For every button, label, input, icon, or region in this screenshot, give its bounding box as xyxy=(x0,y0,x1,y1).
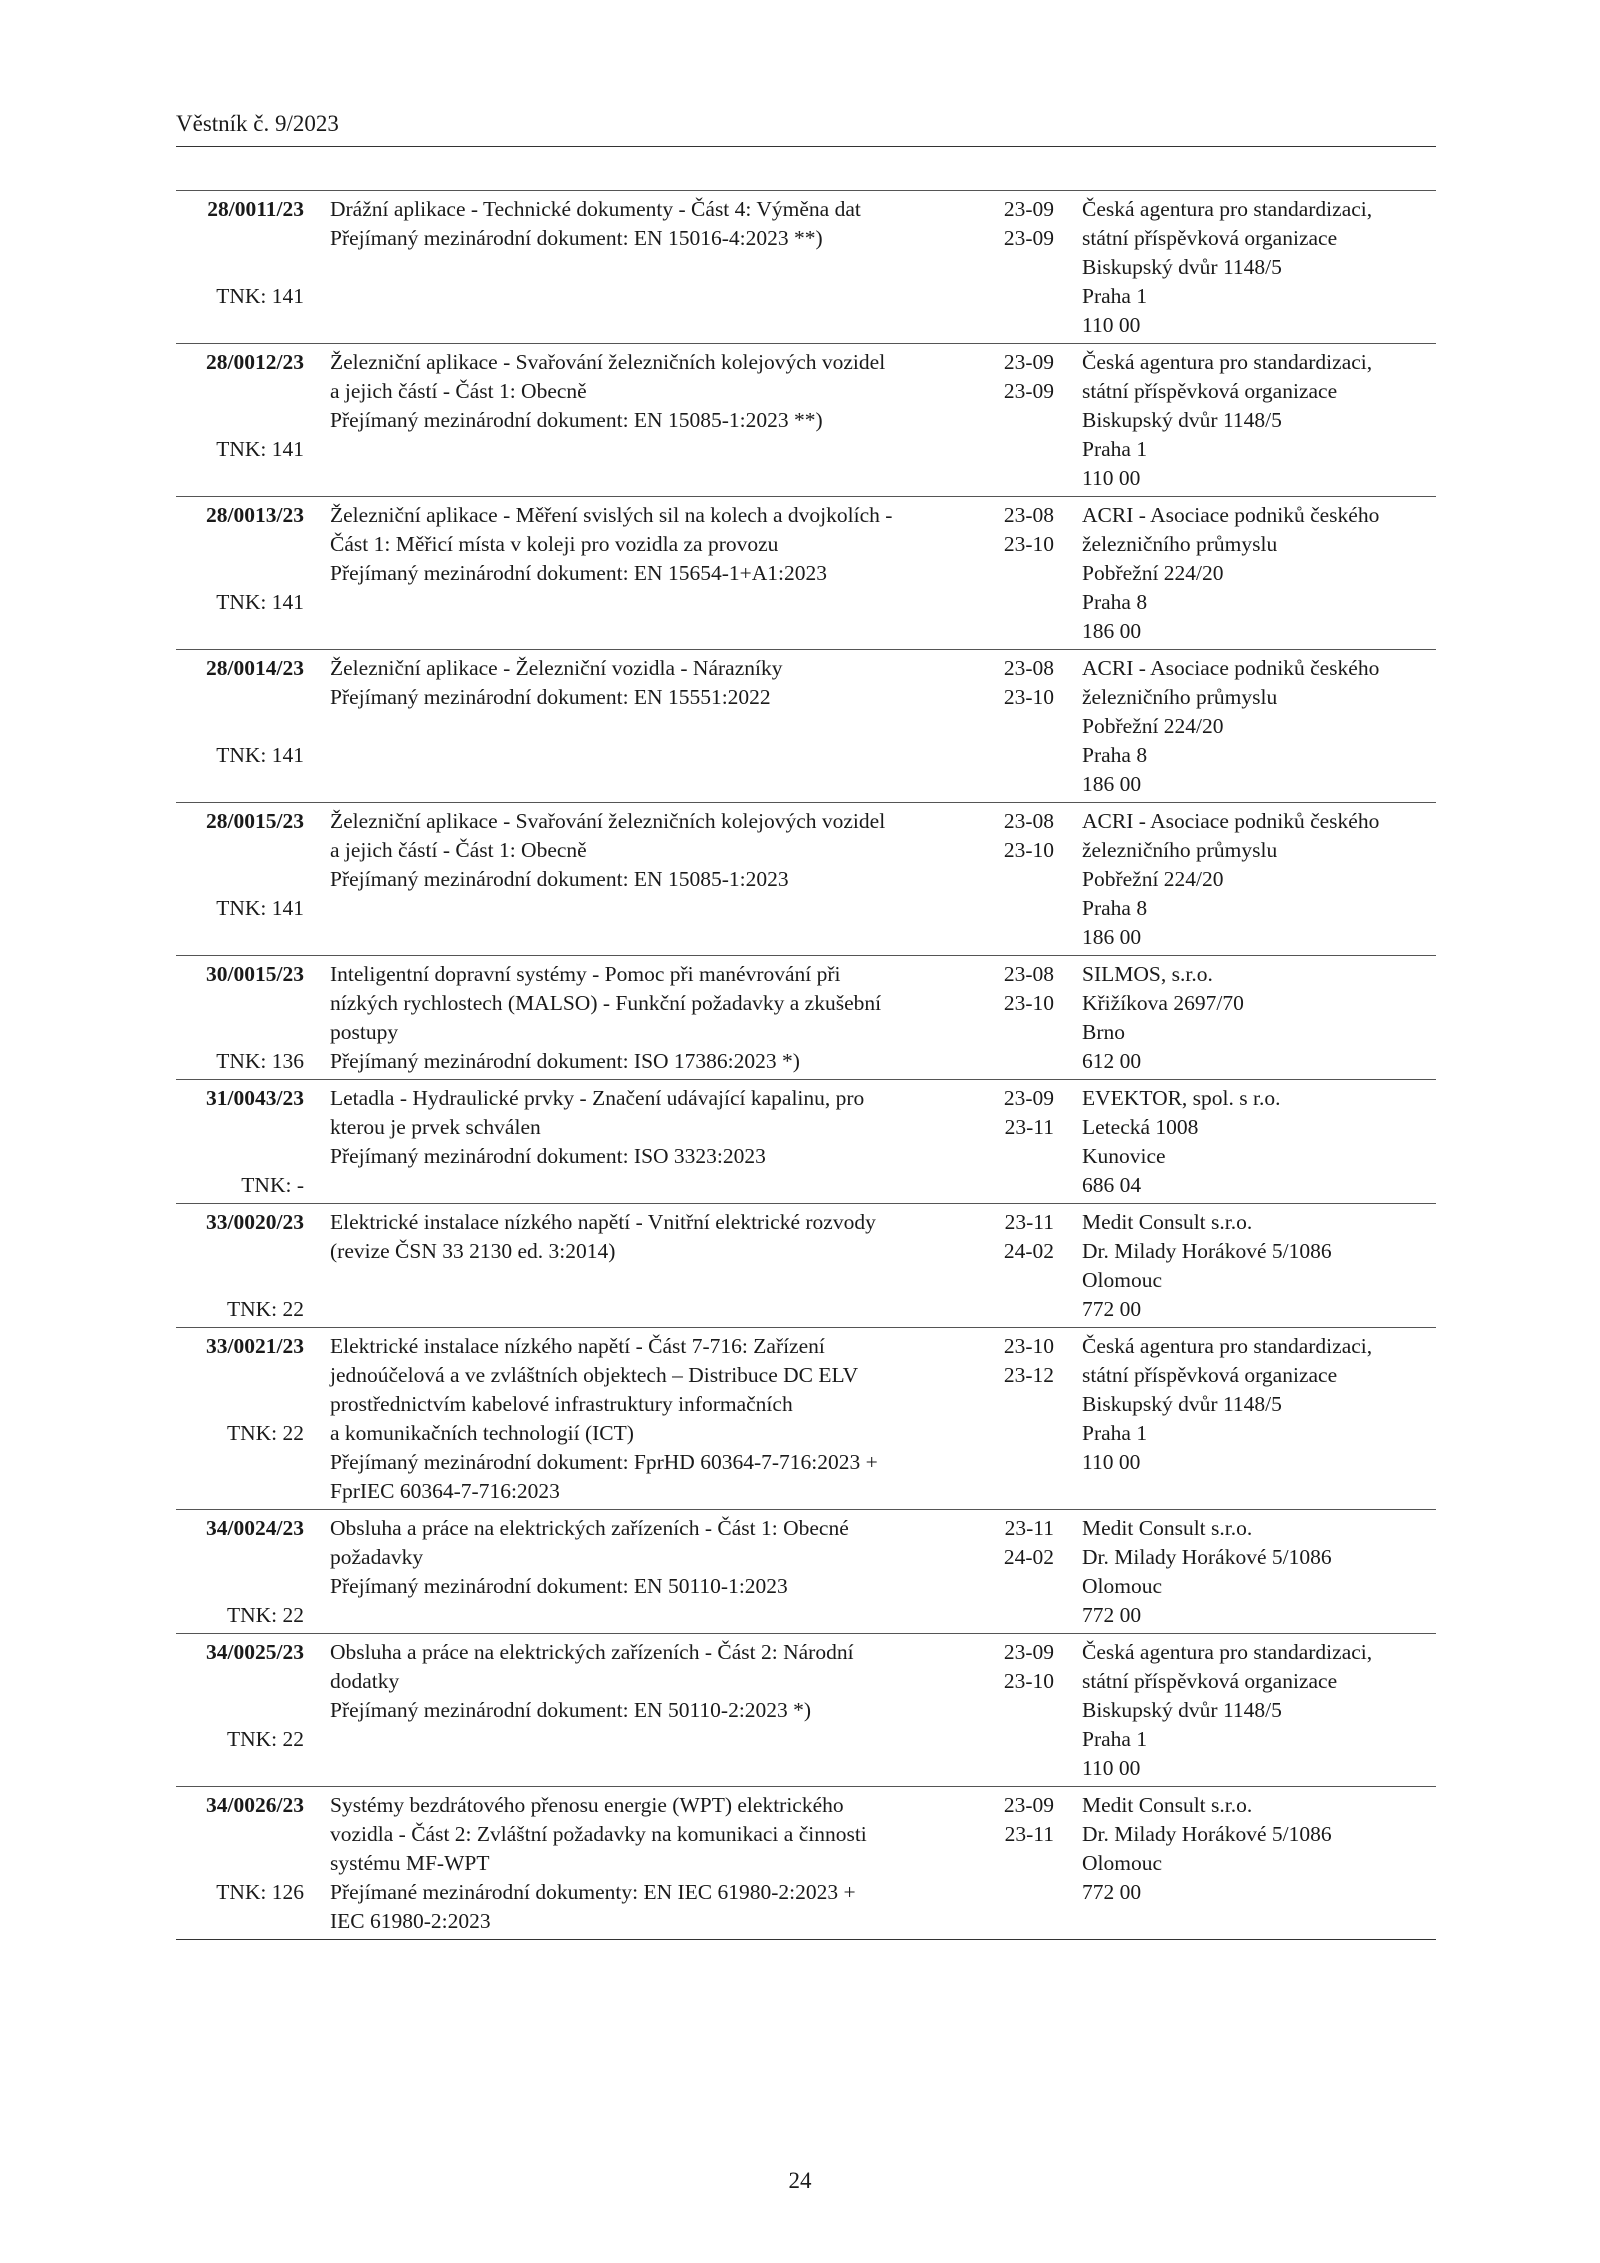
organization-line: Česká agentura pro standardizaci, xyxy=(1082,1334,1373,1358)
record-tnk: TNK: 22 xyxy=(226,1297,304,1321)
organization-line: 110 00 xyxy=(1082,1756,1141,1780)
organization-line: Dr. Milady Horákové 5/1086 xyxy=(1082,1822,1332,1846)
organization-line: státní příspěvková organizace xyxy=(1082,1363,1338,1387)
record-dates xyxy=(964,654,1054,799)
record-organization xyxy=(1054,1638,1436,1783)
records-table xyxy=(176,190,1436,1940)
date-value: 23-10 xyxy=(1003,1334,1054,1358)
organization-line: 686 04 xyxy=(1082,1173,1142,1197)
page-number: 24 xyxy=(788,2168,812,2193)
record-organization xyxy=(1054,654,1436,799)
description-line: Přejímaný mezinárodní dokument: EN 15551:2022 xyxy=(330,685,771,709)
organization-line: 772 00 xyxy=(1082,1880,1142,1904)
organization-line: Kunovice xyxy=(1082,1144,1166,1168)
record-code: 28/0014/23 xyxy=(206,656,304,680)
organization-line: ACRI - Asociace podniků českého xyxy=(1082,809,1380,833)
organization-line: Medit Consult s.r.o. xyxy=(1082,1793,1253,1817)
record-tnk: TNK: 22 xyxy=(226,1421,304,1445)
table-row xyxy=(176,343,1436,496)
organization-line: Dr. Milady Horákové 5/1086 xyxy=(1082,1545,1332,1569)
organization-line: Pobřežní 224/20 xyxy=(1082,561,1224,585)
organization-line: Praha 8 xyxy=(1082,743,1148,767)
table-row xyxy=(176,1633,1436,1786)
organization-line: Česká agentura pro standardizaci, xyxy=(1082,197,1373,221)
date-value: 23-10 xyxy=(1003,1669,1054,1693)
record-dates xyxy=(964,1514,1054,1630)
organization-line: Medit Consult s.r.o. xyxy=(1082,1516,1253,1540)
date-value: 23-11 xyxy=(1004,1822,1054,1846)
organization-line: ACRI - Asociace podniků českého xyxy=(1082,503,1380,527)
description-line: (revize ČSN 33 2130 ed. 3:2014) xyxy=(330,1239,616,1263)
date-value: 23-09 xyxy=(1003,1086,1054,1110)
date-value: 23-08 xyxy=(1003,962,1054,986)
record-description xyxy=(304,1638,964,1783)
organization-line: 772 00 xyxy=(1082,1297,1142,1321)
record-dates xyxy=(964,807,1054,952)
record-id-cell xyxy=(176,195,304,340)
description-line: Přejímaný mezinárodní dokument: EN 50110-2:2023 *) xyxy=(330,1698,812,1722)
description-line: Přejímaný mezinárodní dokument: EN 15016-4:2023 **) xyxy=(330,226,823,250)
record-tnk: TNK: - xyxy=(241,1173,304,1197)
organization-line: Praha 1 xyxy=(1082,284,1148,308)
date-value: 23-09 xyxy=(1003,379,1054,403)
description-line: prostřednictvím kabelové infrastruktury informačních xyxy=(330,1392,793,1416)
record-tnk: TNK: 22 xyxy=(226,1727,304,1751)
record-dates xyxy=(964,501,1054,646)
record-id-cell xyxy=(176,1332,304,1506)
record-organization xyxy=(1054,195,1436,340)
description-line: dodatky xyxy=(330,1669,400,1693)
organization-line: Olomouc xyxy=(1082,1851,1163,1875)
record-code: 33/0021/23 xyxy=(206,1334,304,1358)
table-row xyxy=(176,649,1436,802)
table-row xyxy=(176,1203,1436,1327)
organization-line: Česká agentura pro standardizaci, xyxy=(1082,1640,1373,1664)
date-value: 23-11 xyxy=(1004,1210,1054,1234)
organization-line: Olomouc xyxy=(1082,1268,1163,1292)
date-value: 23-09 xyxy=(1003,350,1054,374)
description-line: systému MF-WPT xyxy=(330,1851,490,1875)
table-row xyxy=(176,496,1436,649)
table-row xyxy=(176,1786,1436,1939)
date-value: 23-09 xyxy=(1003,1793,1054,1817)
date-value: 24-02 xyxy=(1003,1545,1054,1569)
organization-line: Olomouc xyxy=(1082,1574,1163,1598)
record-code: 30/0015/23 xyxy=(206,962,304,986)
date-value: 24-02 xyxy=(1003,1239,1054,1263)
description-line: nízkých rychlostech (MALSO) - Funkční požadavky a zkušební xyxy=(330,991,882,1015)
record-description xyxy=(304,1208,964,1324)
record-code: 33/0020/23 xyxy=(206,1210,304,1234)
organization-line: 110 00 xyxy=(1082,466,1141,490)
journal-title: Věstník č. 9/2023 xyxy=(176,111,339,136)
record-id-cell xyxy=(176,348,304,493)
organization-line: Křižíkova 2697/70 xyxy=(1082,991,1244,1015)
organization-line: Biskupský dvůr 1148/5 xyxy=(1082,255,1282,279)
organization-line: Medit Consult s.r.o. xyxy=(1082,1210,1253,1234)
organization-line: Praha 1 xyxy=(1082,437,1148,461)
record-organization xyxy=(1054,501,1436,646)
organization-line: 772 00 xyxy=(1082,1603,1142,1627)
date-value: 23-10 xyxy=(1003,838,1054,862)
record-code: 34/0025/23 xyxy=(206,1640,304,1664)
record-description xyxy=(304,501,964,646)
date-value: 23-08 xyxy=(1003,656,1054,680)
record-id-cell xyxy=(176,807,304,952)
record-organization xyxy=(1054,1514,1436,1630)
record-dates xyxy=(964,1638,1054,1783)
record-organization xyxy=(1054,960,1436,1076)
record-code: 34/0026/23 xyxy=(206,1793,304,1817)
record-description xyxy=(304,1791,964,1936)
record-code: 28/0013/23 xyxy=(206,503,304,527)
record-organization xyxy=(1054,807,1436,952)
description-line: Železniční aplikace - Železniční vozidla - Nárazníky xyxy=(330,656,783,680)
organization-line: Pobřežní 224/20 xyxy=(1082,714,1224,738)
description-line: Přejímaný mezinárodní dokument: ISO 3323:2023 xyxy=(330,1144,766,1168)
organization-line: 110 00 xyxy=(1082,313,1141,337)
description-line: Železniční aplikace - Svařování železničních kolejových vozidel xyxy=(330,809,886,833)
record-id-cell xyxy=(176,1791,304,1936)
date-value: 23-08 xyxy=(1003,809,1054,833)
date-value: 23-09 xyxy=(1003,226,1054,250)
organization-line: Brno xyxy=(1082,1020,1125,1044)
organization-line: ACRI - Asociace podniků českého xyxy=(1082,656,1380,680)
description-line: Přejímaný mezinárodní dokument: ISO 17386:2023 *) xyxy=(330,1049,800,1073)
record-description xyxy=(304,807,964,952)
description-line: a jejich částí - Část 1: Obecně xyxy=(330,379,587,403)
organization-line: státní příspěvková organizace xyxy=(1082,379,1338,403)
organization-line: Praha 8 xyxy=(1082,896,1148,920)
record-description xyxy=(304,654,964,799)
record-id-cell xyxy=(176,1208,304,1324)
organization-line: 612 00 xyxy=(1082,1049,1142,1073)
description-line: Přejímané mezinárodní dokumenty: EN IEC 61980-2:2023 + xyxy=(330,1880,856,1904)
organization-line: 186 00 xyxy=(1082,925,1142,949)
description-line: Inteligentní dopravní systémy - Pomoc při manévrování při xyxy=(330,962,841,986)
description-line: Letadla - Hydraulické prvky - Značení udávající kapalinu, pro xyxy=(330,1086,865,1110)
record-id-cell xyxy=(176,654,304,799)
description-line: IEC 61980-2:2023 xyxy=(330,1909,491,1933)
description-line: Část 1: Měřicí místa v koleji pro vozidla za provozu xyxy=(330,532,779,556)
date-value: 23-10 xyxy=(1003,532,1054,556)
organization-line: Dr. Milady Horákové 5/1086 xyxy=(1082,1239,1332,1263)
description-line: Obsluha a práce na elektrických zařízeních - Část 1: Obecné xyxy=(330,1516,849,1540)
table-row xyxy=(176,1079,1436,1203)
record-dates xyxy=(964,348,1054,493)
organization-line: EVEKTOR, spol. s r.o. xyxy=(1082,1086,1281,1110)
record-id-cell xyxy=(176,1638,304,1783)
record-organization xyxy=(1054,1791,1436,1936)
date-value: 23-09 xyxy=(1003,1640,1054,1664)
table-row xyxy=(176,1509,1436,1633)
description-line: kterou je prvek schválen xyxy=(330,1115,541,1139)
record-code: 31/0043/23 xyxy=(206,1086,304,1110)
record-dates xyxy=(964,1791,1054,1936)
record-description xyxy=(304,960,964,1076)
organization-line: Praha 8 xyxy=(1082,590,1148,614)
description-line: a jejich částí - Část 1: Obecně xyxy=(330,838,587,862)
description-line: požadavky xyxy=(330,1545,424,1569)
record-tnk: TNK: 126 xyxy=(216,1880,304,1904)
organization-line: státní příspěvková organizace xyxy=(1082,1669,1338,1693)
record-tnk: TNK: 141 xyxy=(216,896,304,920)
organization-line: Pobřežní 224/20 xyxy=(1082,867,1224,891)
description-line: Přejímaný mezinárodní dokument: EN 50110-1:2023 xyxy=(330,1574,788,1598)
description-line: Přejímaný mezinárodní dokument: EN 15085-1:2023 **) xyxy=(330,408,823,432)
table-row xyxy=(176,955,1436,1079)
record-organization xyxy=(1054,1332,1436,1506)
date-value: 23-11 xyxy=(1004,1115,1054,1139)
description-line: Přejímaný mezinárodní dokument: EN 15654-1+A1:2023 xyxy=(330,561,827,585)
record-id-cell xyxy=(176,960,304,1076)
organization-line: 110 00 xyxy=(1082,1450,1141,1474)
record-dates xyxy=(964,1084,1054,1200)
table-row xyxy=(176,190,1436,343)
description-line: Přejímaný mezinárodní dokument: EN 15085-1:2023 xyxy=(330,867,789,891)
organization-line: státní příspěvková organizace xyxy=(1082,226,1338,250)
date-value: 23-10 xyxy=(1003,685,1054,709)
record-code: 34/0024/23 xyxy=(206,1516,304,1540)
description-line: FprIEC 60364-7-716:2023 xyxy=(330,1479,560,1503)
record-description xyxy=(304,348,964,493)
description-line: Drážní aplikace - Technické dokumenty - Část 4: Výměna dat xyxy=(330,197,861,221)
record-organization xyxy=(1054,348,1436,493)
record-tnk: TNK: 22 xyxy=(226,1603,304,1627)
organization-line: 186 00 xyxy=(1082,619,1142,643)
date-value: 23-10 xyxy=(1003,991,1054,1015)
record-dates xyxy=(964,960,1054,1076)
description-line: postupy xyxy=(330,1020,399,1044)
record-tnk: TNK: 141 xyxy=(216,590,304,614)
organization-line: Letecká 1008 xyxy=(1082,1115,1199,1139)
record-description xyxy=(304,1332,964,1506)
organization-line: Česká agentura pro standardizaci, xyxy=(1082,350,1373,374)
description-line: jednoúčelová a ve zvláštních objektech – Distribuce DC ELV xyxy=(330,1363,859,1387)
record-tnk: TNK: 141 xyxy=(216,437,304,461)
organization-line: železničního průmyslu xyxy=(1082,532,1278,556)
record-tnk: TNK: 141 xyxy=(216,743,304,767)
record-id-cell xyxy=(176,1514,304,1630)
record-dates xyxy=(964,1332,1054,1506)
record-dates xyxy=(964,1208,1054,1324)
description-line: Elektrické instalace nízkého napětí - Vnitřní elektrické rozvody xyxy=(330,1210,876,1234)
organization-line: Praha 1 xyxy=(1082,1421,1148,1445)
record-code: 28/0011/23 xyxy=(207,197,304,221)
description-line: Obsluha a práce na elektrických zařízeních - Část 2: Národní xyxy=(330,1640,854,1664)
organization-line: SILMOS, s.r.o. xyxy=(1082,962,1213,986)
organization-line: Praha 1 xyxy=(1082,1727,1148,1751)
record-tnk: TNK: 136 xyxy=(216,1049,304,1073)
date-value: 23-08 xyxy=(1003,503,1054,527)
organization-line: 186 00 xyxy=(1082,772,1142,796)
record-tnk: TNK: 141 xyxy=(216,284,304,308)
record-id-cell xyxy=(176,501,304,646)
description-line: Přejímaný mezinárodní dokument: FprHD 60364-7-716:2023 + xyxy=(330,1450,878,1474)
record-description xyxy=(304,1084,964,1200)
organization-line: Biskupský dvůr 1148/5 xyxy=(1082,1698,1282,1722)
description-line: a komunikačních technologií (ICT) xyxy=(330,1421,634,1445)
journal-header xyxy=(176,108,1436,147)
record-code: 28/0012/23 xyxy=(206,350,304,374)
organization-line: Biskupský dvůr 1148/5 xyxy=(1082,1392,1282,1416)
date-value: 23-12 xyxy=(1003,1363,1054,1387)
record-description xyxy=(304,1514,964,1630)
record-code: 28/0015/23 xyxy=(206,809,304,833)
description-line: Železniční aplikace - Měření svislých sil na kolech a dvojkolích - xyxy=(330,503,893,527)
description-line: Systémy bezdrátového přenosu energie (WPT) elektrického xyxy=(330,1793,844,1817)
record-id-cell xyxy=(176,1084,304,1200)
record-organization xyxy=(1054,1084,1436,1200)
record-organization xyxy=(1054,1208,1436,1324)
description-line: Elektrické instalace nízkého napětí - Část 7-716: Zařízení xyxy=(330,1334,825,1358)
organization-line: železničního průmyslu xyxy=(1082,838,1278,862)
date-value: 23-11 xyxy=(1004,1516,1054,1540)
organization-line: Biskupský dvůr 1148/5 xyxy=(1082,408,1282,432)
organization-line: železničního průmyslu xyxy=(1082,685,1278,709)
table-row xyxy=(176,1327,1436,1509)
description-line: vozidla - Část 2: Zvláštní požadavky na komunikaci a činnosti xyxy=(330,1822,867,1846)
date-value: 23-09 xyxy=(1003,197,1054,221)
table-row xyxy=(176,802,1436,955)
record-dates xyxy=(964,195,1054,340)
record-description xyxy=(304,195,964,340)
description-line: Železniční aplikace - Svařování železničních kolejových vozidel xyxy=(330,350,886,374)
